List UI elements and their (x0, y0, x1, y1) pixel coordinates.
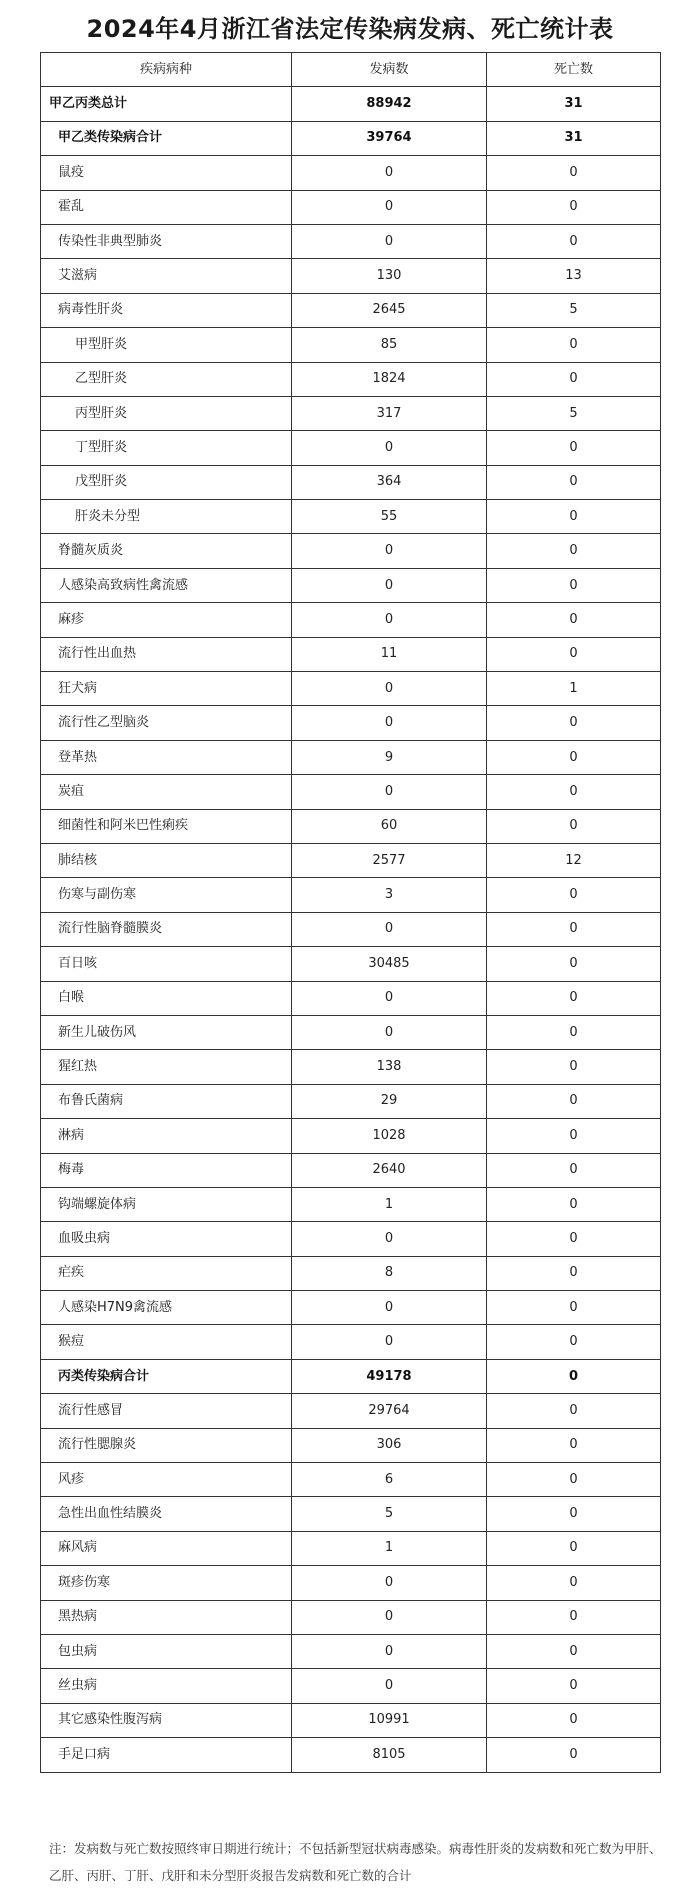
cases-cell: 317 (292, 396, 487, 430)
deaths-cell: 0 (487, 1703, 661, 1737)
deaths-cell: 5 (487, 293, 661, 327)
cases-cell: 0 (292, 1291, 487, 1325)
table-row (41, 603, 661, 637)
disease-name-cell: 肝炎未分型 (41, 500, 292, 534)
deaths-cell: 0 (487, 1600, 661, 1634)
cases-cell: 88942 (292, 87, 487, 121)
column-header-deaths: 死亡数 (487, 53, 661, 87)
cases-cell: 0 (292, 156, 487, 190)
deaths-cell: 0 (487, 1394, 661, 1428)
deaths-cell: 0 (487, 1291, 661, 1325)
table-row (41, 1256, 661, 1290)
table-row (41, 1634, 661, 1668)
table-row (41, 1703, 661, 1737)
deaths-cell: 0 (487, 637, 661, 671)
cases-cell: 2640 (292, 1153, 487, 1187)
table-row (41, 224, 661, 258)
table-row (41, 500, 661, 534)
deaths-cell: 12 (487, 843, 661, 877)
deaths-cell: 0 (487, 224, 661, 258)
disease-name-cell: 甲乙类传染病合计 (41, 121, 292, 155)
disease-name-cell: 甲乙丙类总计 (41, 87, 292, 121)
disease-name-cell: 疟疾 (41, 1256, 292, 1290)
table-row (41, 1050, 661, 1084)
statistics-table (40, 52, 661, 1773)
cases-cell: 0 (292, 1222, 487, 1256)
table-row (41, 396, 661, 430)
table-row (41, 362, 661, 396)
deaths-cell: 0 (487, 1359, 661, 1393)
deaths-cell: 0 (487, 500, 661, 534)
disease-name-cell: 甲型肝炎 (41, 328, 292, 362)
cases-cell: 11 (292, 637, 487, 671)
disease-name-cell: 炭疽 (41, 775, 292, 809)
deaths-cell: 31 (487, 121, 661, 155)
cases-cell: 6 (292, 1463, 487, 1497)
cases-cell: 364 (292, 465, 487, 499)
table-row (41, 1669, 661, 1703)
deaths-cell: 0 (487, 706, 661, 740)
table-row (41, 568, 661, 602)
disease-name-cell: 淋病 (41, 1119, 292, 1153)
table-row (41, 912, 661, 946)
deaths-cell: 0 (487, 1428, 661, 1462)
cases-cell: 0 (292, 568, 487, 602)
table-row (41, 1325, 661, 1359)
table-row (41, 1359, 661, 1393)
cases-cell: 306 (292, 1428, 487, 1462)
deaths-cell: 1 (487, 672, 661, 706)
table-row (41, 121, 661, 155)
cases-cell: 2577 (292, 843, 487, 877)
cases-cell: 30485 (292, 947, 487, 981)
table-row (41, 706, 661, 740)
table-row (41, 1187, 661, 1221)
disease-name-cell: 新生儿破伤风 (41, 1015, 292, 1049)
deaths-cell: 0 (487, 1222, 661, 1256)
table-row (41, 156, 661, 190)
disease-name-cell: 血吸虫病 (41, 1222, 292, 1256)
cases-cell: 8 (292, 1256, 487, 1290)
deaths-cell: 0 (487, 603, 661, 637)
deaths-cell: 0 (487, 1325, 661, 1359)
table-row (41, 1394, 661, 1428)
cases-cell: 1028 (292, 1119, 487, 1153)
table-row (41, 1119, 661, 1153)
deaths-cell: 5 (487, 396, 661, 430)
deaths-cell: 0 (487, 809, 661, 843)
cases-cell: 0 (292, 534, 487, 568)
deaths-cell: 0 (487, 947, 661, 981)
disease-name-cell: 肺结核 (41, 843, 292, 877)
table-row (41, 87, 661, 121)
table-row (41, 534, 661, 568)
cases-cell: 5 (292, 1497, 487, 1531)
disease-name-cell: 猩红热 (41, 1050, 292, 1084)
footnote: 注：发病数与死亡数按照终审日期进行统计；不包括新型冠状病毒感染。病毒性肝炎的发病数和死亡数为甲肝、乙肝、丙肝、丁肝、戊肝和未分型肝炎报告发病数和死亡数的合计 (49, 1841, 662, 1883)
deaths-cell: 0 (487, 1119, 661, 1153)
table-row (41, 740, 661, 774)
disease-name-cell: 病毒性肝炎 (41, 293, 292, 327)
disease-name-cell: 流行性脑脊髓膜炎 (41, 912, 292, 946)
disease-name-cell: 百日咳 (41, 947, 292, 981)
table-header-row (41, 53, 661, 87)
deaths-cell: 0 (487, 156, 661, 190)
column-header-disease: 疾病病种 (41, 53, 292, 87)
table-row (41, 672, 661, 706)
disease-name-cell: 脊髓灰质炎 (41, 534, 292, 568)
disease-name-cell: 麻风病 (41, 1531, 292, 1565)
deaths-cell: 0 (487, 534, 661, 568)
table-row (41, 431, 661, 465)
disease-name-cell: 其它感染性腹泻病 (41, 1703, 292, 1737)
deaths-cell: 31 (487, 87, 661, 121)
cases-cell: 39764 (292, 121, 487, 155)
deaths-cell: 0 (487, 568, 661, 602)
deaths-cell: 0 (487, 1634, 661, 1668)
cases-cell: 9 (292, 740, 487, 774)
table-row (41, 1015, 661, 1049)
cases-cell: 0 (292, 1669, 487, 1703)
table-row (41, 947, 661, 981)
table-row (41, 1531, 661, 1565)
deaths-cell: 0 (487, 912, 661, 946)
disease-name-cell: 人感染高致病性禽流感 (41, 568, 292, 602)
table-row (41, 809, 661, 843)
deaths-cell: 0 (487, 1015, 661, 1049)
table-row (41, 465, 661, 499)
table-row (41, 1497, 661, 1531)
table-row (41, 878, 661, 912)
cases-cell: 10991 (292, 1703, 487, 1737)
table-row (41, 1463, 661, 1497)
cases-cell: 0 (292, 706, 487, 740)
cases-cell: 0 (292, 1566, 487, 1600)
cases-cell: 29764 (292, 1394, 487, 1428)
disease-name-cell: 人感染H7N9禽流感 (41, 1291, 292, 1325)
deaths-cell: 0 (487, 1497, 661, 1531)
deaths-cell: 0 (487, 328, 661, 362)
disease-name-cell: 风疹 (41, 1463, 292, 1497)
deaths-cell: 0 (487, 878, 661, 912)
disease-name-cell: 白喉 (41, 981, 292, 1015)
table-row (41, 1222, 661, 1256)
deaths-cell: 0 (487, 981, 661, 1015)
disease-name-cell: 包虫病 (41, 1634, 292, 1668)
disease-name-cell: 黑热病 (41, 1600, 292, 1634)
table-row (41, 1428, 661, 1462)
cases-cell: 55 (292, 500, 487, 534)
table-row (41, 1600, 661, 1634)
cases-cell: 0 (292, 1325, 487, 1359)
table-row (41, 1566, 661, 1600)
cases-cell: 0 (292, 1634, 487, 1668)
cases-cell: 2645 (292, 293, 487, 327)
disease-name-cell: 伤寒与副伤寒 (41, 878, 292, 912)
table-row (41, 775, 661, 809)
disease-name-cell: 戊型肝炎 (41, 465, 292, 499)
table-row (41, 1738, 661, 1772)
cases-cell: 0 (292, 1600, 487, 1634)
cases-cell: 0 (292, 775, 487, 809)
disease-name-cell: 细菌性和阿米巴性痢疾 (41, 809, 292, 843)
disease-name-cell: 流行性腮腺炎 (41, 1428, 292, 1462)
deaths-cell: 13 (487, 259, 661, 293)
deaths-cell: 0 (487, 190, 661, 224)
cases-cell: 0 (292, 912, 487, 946)
cases-cell: 49178 (292, 1359, 487, 1393)
cases-cell: 0 (292, 1015, 487, 1049)
table-row (41, 259, 661, 293)
table-row (41, 843, 661, 877)
deaths-cell: 0 (487, 1050, 661, 1084)
disease-name-cell: 丙型肝炎 (41, 396, 292, 430)
disease-name-cell: 流行性乙型脑炎 (41, 706, 292, 740)
deaths-cell: 0 (487, 1531, 661, 1565)
disease-name-cell: 布鲁氏菌病 (41, 1084, 292, 1118)
cases-cell: 0 (292, 672, 487, 706)
cases-cell: 1 (292, 1187, 487, 1221)
deaths-cell: 0 (487, 362, 661, 396)
cases-cell: 0 (292, 224, 487, 258)
cases-cell: 1 (292, 1531, 487, 1565)
disease-name-cell: 麻疹 (41, 603, 292, 637)
deaths-cell: 0 (487, 1153, 661, 1187)
disease-name-cell: 鼠疫 (41, 156, 292, 190)
deaths-cell: 0 (487, 1738, 661, 1772)
disease-name-cell: 急性出血性结膜炎 (41, 1497, 292, 1531)
table-row (41, 190, 661, 224)
cases-cell: 0 (292, 981, 487, 1015)
table-row (41, 637, 661, 671)
disease-name-cell: 流行性出血热 (41, 637, 292, 671)
cases-cell: 3 (292, 878, 487, 912)
cases-cell: 138 (292, 1050, 487, 1084)
table-body (41, 87, 661, 1772)
cases-cell: 29 (292, 1084, 487, 1118)
disease-name-cell: 流行性感冒 (41, 1394, 292, 1428)
disease-name-cell: 丙类传染病合计 (41, 1359, 292, 1393)
disease-name-cell: 登革热 (41, 740, 292, 774)
disease-name-cell: 艾滋病 (41, 259, 292, 293)
table-row (41, 1084, 661, 1118)
cases-cell: 85 (292, 328, 487, 362)
page-title: 2024年4月浙江省法定传染病发病、死亡统计表 (86, 15, 614, 43)
disease-name-cell: 丝虫病 (41, 1669, 292, 1703)
cases-cell: 8105 (292, 1738, 487, 1772)
disease-name-cell: 狂犬病 (41, 672, 292, 706)
cases-cell: 0 (292, 431, 487, 465)
deaths-cell: 0 (487, 1256, 661, 1290)
table-row (41, 981, 661, 1015)
deaths-cell: 0 (487, 1669, 661, 1703)
cases-cell: 1824 (292, 362, 487, 396)
table-row (41, 293, 661, 327)
disease-name-cell: 霍乱 (41, 190, 292, 224)
deaths-cell: 0 (487, 740, 661, 774)
disease-name-cell: 猴痘 (41, 1325, 292, 1359)
deaths-cell: 0 (487, 1084, 661, 1118)
table-row (41, 1153, 661, 1187)
disease-name-cell: 乙型肝炎 (41, 362, 292, 396)
table-row (41, 1291, 661, 1325)
cases-cell: 0 (292, 190, 487, 224)
deaths-cell: 0 (487, 465, 661, 499)
deaths-cell: 0 (487, 775, 661, 809)
disease-name-cell: 梅毒 (41, 1153, 292, 1187)
disease-name-cell: 斑疹伤寒 (41, 1566, 292, 1600)
cases-cell: 0 (292, 603, 487, 637)
column-header-cases: 发病数 (292, 53, 487, 87)
deaths-cell: 0 (487, 431, 661, 465)
cases-cell: 130 (292, 259, 487, 293)
deaths-cell: 0 (487, 1187, 661, 1221)
disease-name-cell: 手足口病 (41, 1738, 292, 1772)
disease-name-cell: 传染性非典型肺炎 (41, 224, 292, 258)
table-row (41, 328, 661, 362)
cases-cell: 60 (292, 809, 487, 843)
deaths-cell: 0 (487, 1463, 661, 1497)
disease-name-cell: 钩端螺旋体病 (41, 1187, 292, 1221)
deaths-cell: 0 (487, 1566, 661, 1600)
disease-name-cell: 丁型肝炎 (41, 431, 292, 465)
